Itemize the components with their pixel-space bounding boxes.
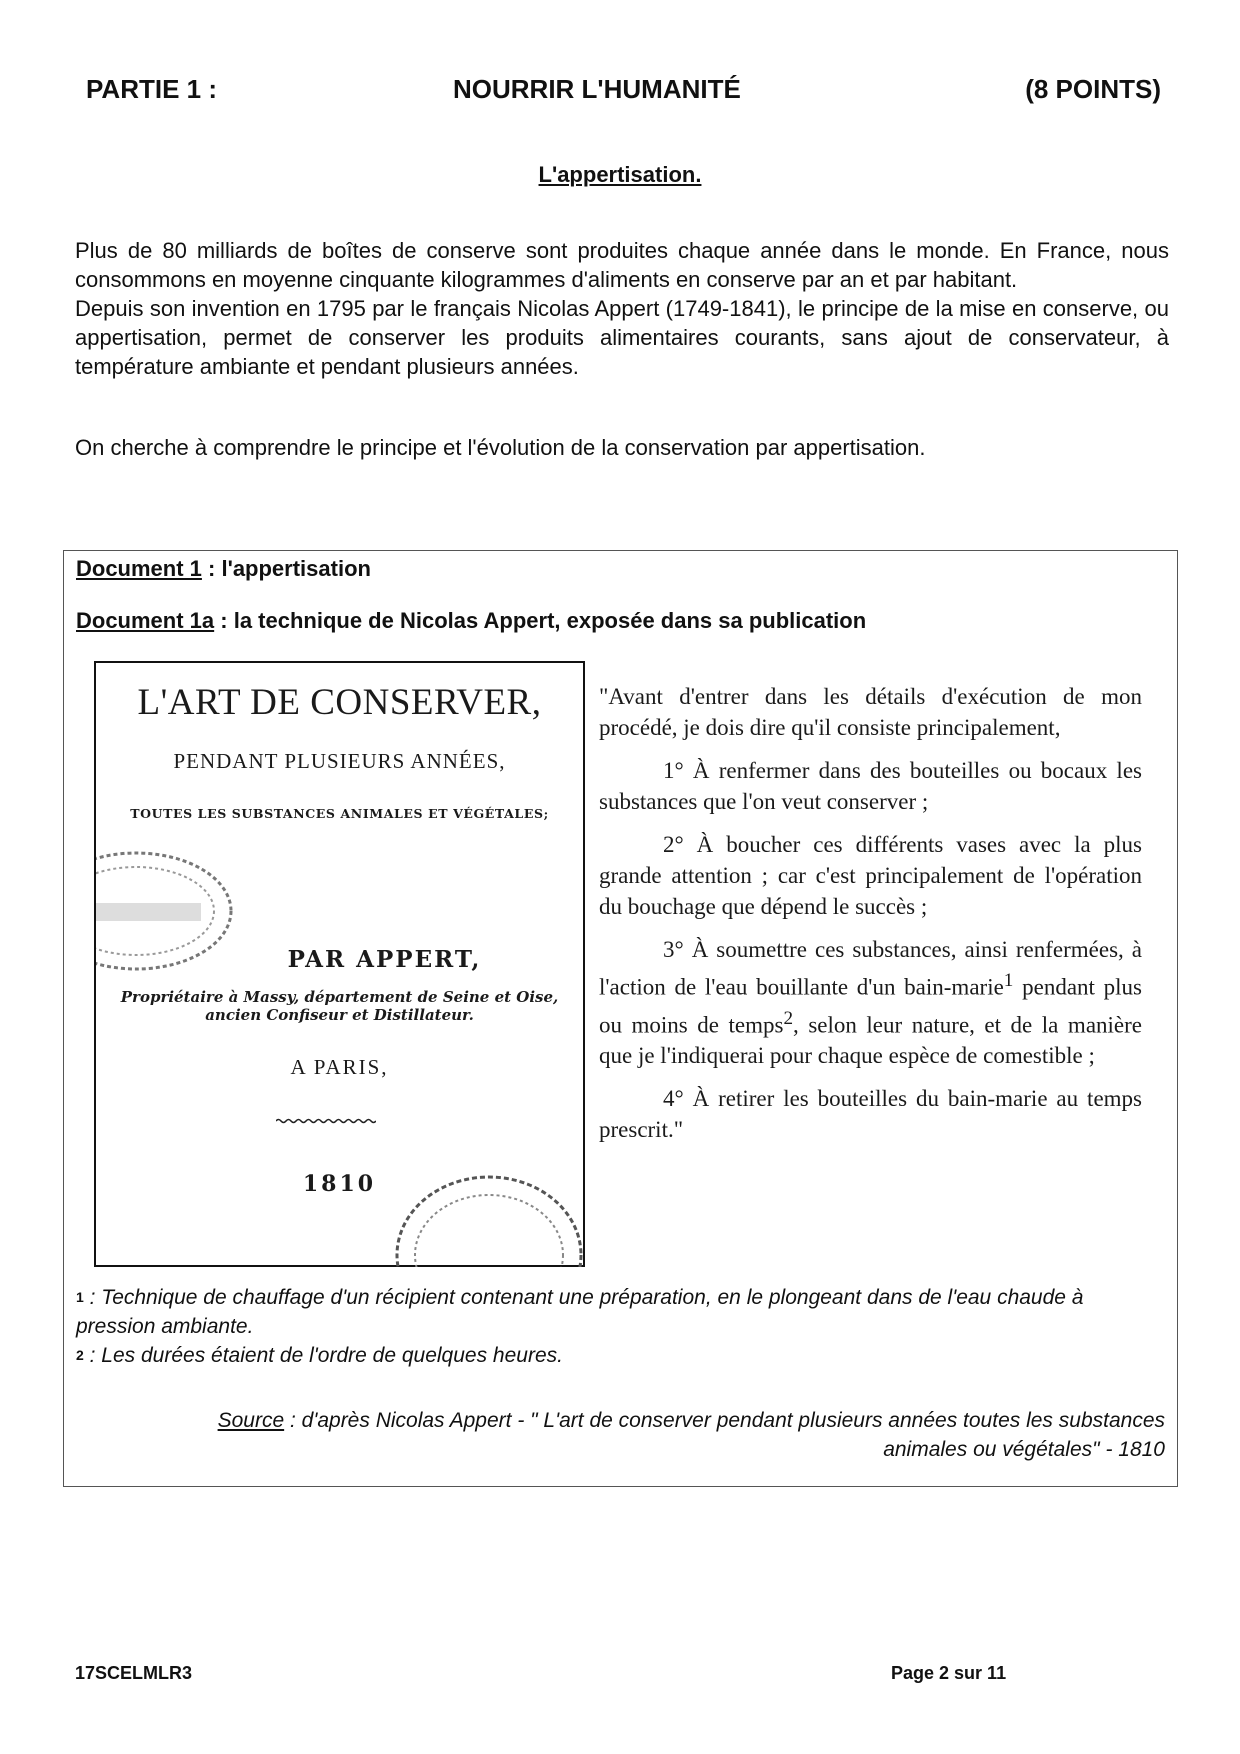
footnote-number: 1 <box>76 1289 84 1305</box>
quote-intro: "Avant d'entrer dans les détails d'exécution de mon procédé, je dois dire qu'il consiste principalement, <box>599 684 1142 740</box>
footnote-text: : Technique de chauffage d'un récipient contenant une préparation, en le plongeant dans de l'eau chaude à pression ambiante. <box>76 1286 1084 1338</box>
goal-statement: On cherche à comprendre le principe et l'évolution de la conservation par appertisation. <box>75 435 926 460</box>
quote-step-text: 3° À soumettre ces substances, ainsi renfermées, à l'action de l'eau bouillante d'un bain-marie <box>599 937 1142 1000</box>
cover-city: A PARIS, <box>290 1055 389 1079</box>
source-citation <box>165 1406 1165 1464</box>
cover-year: 1810 <box>302 1171 377 1197</box>
document-1a-heading <box>76 608 866 634</box>
cover-author-description <box>96 988 583 1024</box>
quote-step: 4° À retirer les bouteilles du bain-marie au temps prescrit." <box>599 1086 1142 1143</box>
footer-page-number: Page 2 sur 11 <box>891 1663 1007 1683</box>
footnote-marker: 2 <box>783 1007 794 1029</box>
source-label: Source <box>217 1409 285 1432</box>
part-points: (8 POINTS) <box>1025 74 1161 104</box>
quote-step-text: pendant plus ou moins de temps <box>599 974 1142 1038</box>
part-title: NOURRIR L'HUMANITÉ <box>453 74 741 104</box>
book-cover-image <box>94 661 585 1267</box>
document-box <box>63 550 1178 1487</box>
quote-step-text: , selon leur nature, et de la manière que je l'indiquerai pour chaque espèce de comestible ; <box>599 1012 1142 1069</box>
section-title: L'appertisation. <box>538 162 702 187</box>
intro-paragraph: Plus de 80 milliards de boîtes de conserve sont produites chaque année dans le monde. En France, nous consommons en moyenne cinquante kilogrammes d'aliments en conserve par an et par habitant. <box>75 238 1169 292</box>
document-1a-label: Document 1a <box>76 608 215 633</box>
footnote <box>76 1283 1166 1341</box>
cover-author-line: ancien Confiseur et Distillateur. <box>205 1006 474 1024</box>
intro-paragraph: Depuis son invention en 1795 par le français Nicolas Appert (1749-1841), le principe de la mise en conserve, ou appertisation, permet de conserver les produits alimentaires courants, sans ajout de conservateur, à température ambiante et pendant plusieurs années. <box>75 296 1169 379</box>
source-text: : d'après Nicolas Appert - " L'art de conserver pendant plusieurs années toutes les substances animales ou végétales" - 1810 <box>284 1409 1165 1461</box>
document-1-heading <box>76 556 371 582</box>
document-1a-title: : la technique de Nicolas Appert, exposée dans sa publication <box>214 608 867 633</box>
document-1-title: : l'appertisation <box>201 556 371 581</box>
part-label: PARTIE 1 : <box>86 74 217 104</box>
cover-subtitle: PENDANT PLUSIEURS ANNÉES, <box>173 749 506 773</box>
footnote <box>76 1341 1166 1370</box>
quote-step: 2° À boucher ces différents vases avec la plus grande attention ; car c'est principalement de l'opération du bouchage que dépend le succès ; <box>599 832 1142 919</box>
cover-title: L'ART DE CONSERVER, <box>137 682 542 723</box>
library-stamp-image <box>381 1143 586 1267</box>
intro-text <box>75 236 1169 462</box>
appert-quote <box>599 681 1142 1157</box>
cover-author: PAR APPERT, <box>287 946 482 973</box>
footnote-marker: 1 <box>1003 970 1014 991</box>
footnote-text: : Les durées étaient de l'ordre de quelques heures. <box>83 1344 563 1367</box>
cover-subtitle-2: TOUTES LES SUBSTANCES ANIMALES ET VÉGÉTALES; <box>130 806 549 821</box>
quote-step <box>599 934 1142 1071</box>
document-1-label: Document 1 <box>76 556 202 581</box>
cover-ornament <box>276 1118 376 1124</box>
quote-step: 1° À renfermer dans des bouteilles ou bocaux les substances que l'on veut conserver ; <box>599 758 1142 814</box>
cover-author-line: Propriétaire à Massy, département de Seine et Oise, <box>120 988 559 1006</box>
page-header <box>86 74 1161 114</box>
footnote-number: 2 <box>76 1347 84 1363</box>
footnotes <box>76 1283 1166 1370</box>
footer-code: 17SCELMLR3 <box>75 1663 193 1683</box>
library-stamp-image <box>96 843 246 983</box>
